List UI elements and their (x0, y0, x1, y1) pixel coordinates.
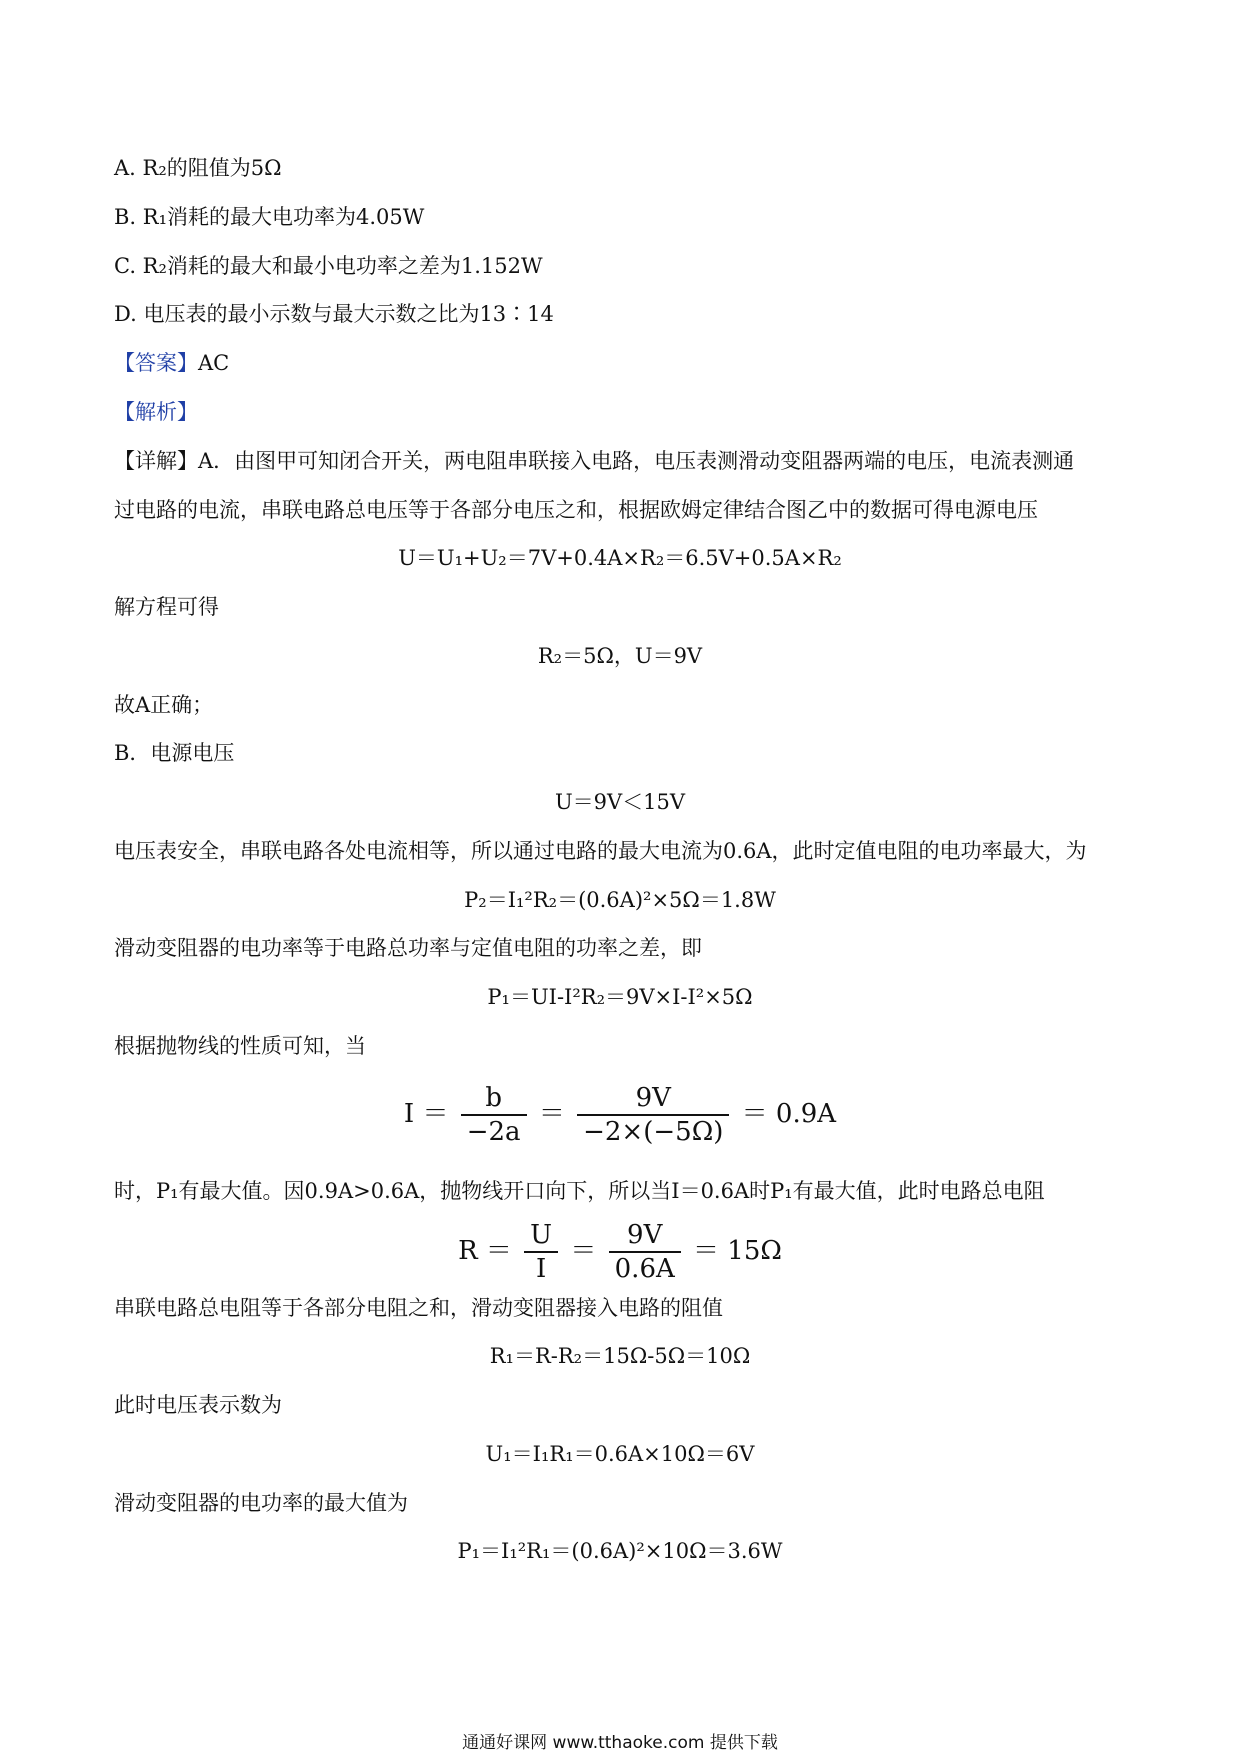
eq7-fraction-2 (609, 1222, 681, 1282)
eq7-denominator-2: 0.6A (614, 1254, 675, 1284)
eq7-mid: ＝ (570, 1236, 597, 1266)
equation-4: P₂＝I₁²R₂＝(0.6A)²×5Ω＝1.8W (464, 888, 776, 912)
detail-line-9: 时，P₁有最大值。因0.9A>0.6A，抛物线开口向下，所以当I＝0.6A时P₁有最大值，此时电路总电阻 (114, 1179, 1045, 1203)
option-d: D. 电压表的最小示数与最大示数之比为13∶14 (114, 302, 554, 326)
detail-line-4: 故A正确； (114, 693, 214, 717)
eq6-denominator-1: −2a (466, 1117, 521, 1147)
option-a: A. R₂的阻值为5Ω (114, 156, 282, 180)
equation-7 (0, 1222, 1240, 1282)
detail-line-2: 过电路的电流，串联电路总电压等于各部分电压之和，根据欧姆定律结合图乙中的数据可得电源电压 (114, 498, 1038, 522)
equation-5: P₁＝UI-I²R₂＝9V×I-I²×5Ω (487, 985, 753, 1009)
detail-line-12: 滑动变阻器的电功率的最大值为 (114, 1491, 408, 1515)
equation-9: U₁＝I₁R₁＝0.6A×10Ω＝6V (485, 1442, 755, 1466)
detail-line-5: B．电源电压 (114, 741, 235, 765)
equation-3: U＝9V＜15V (554, 790, 686, 814)
eq7-denominator-1: I (535, 1254, 547, 1284)
eq6-mid: ＝ (538, 1099, 565, 1129)
eq6-rhs: ＝ 0.9A (741, 1099, 837, 1129)
detail-line-1 (114, 451, 1074, 472)
eq6-fraction-1 (461, 1085, 527, 1145)
eq7-rhs: ＝ 15Ω (693, 1236, 782, 1266)
answer-text: AC (198, 351, 230, 375)
detail-line-11: 此时电压表示数为 (114, 1393, 282, 1417)
eq6-numerator-1: b (461, 1085, 527, 1116)
option-c: C. R₂消耗的最大和最小电功率之差为1.152W (114, 254, 543, 278)
detail-line-10: 串联电路总电阻等于各部分电阻之和，滑动变阻器接入电路的阻值 (114, 1296, 723, 1320)
answer-tag: 【答案】 (114, 351, 198, 375)
detail-tag: 【详解】 (114, 449, 198, 473)
detail-line-6: 电压表安全，串联电路各处电流相等，所以通过电路的最大电流为0.6A，此时定值电阻的电功率最大，为 (114, 839, 1087, 863)
detail-line-8: 根据抛物线的性质可知，当 (114, 1034, 366, 1058)
equation-2: R₂＝5Ω，U＝9V (537, 644, 703, 668)
detail-line-7: 滑动变阻器的电功率等于电路总功率与定值电阻的功率之差，即 (114, 936, 702, 960)
equation-8: R₁＝R-R₂＝15Ω-5Ω＝10Ω (489, 1344, 751, 1368)
eq6-fraction-2 (577, 1085, 729, 1145)
detail-line-3: 解方程可得 (114, 595, 219, 619)
eq7-numerator-2: 9V (609, 1222, 681, 1253)
eq6-numerator-2: 9V (577, 1085, 729, 1116)
equation-1: U＝U₁+U₂＝7V+0.4A×R₂＝6.5V+0.5A×R₂ (398, 546, 842, 570)
eq6-lhs: I ＝ (403, 1099, 449, 1129)
detail-text-1: A．由图甲可知闭合开关，两电阻串联接入电路，电压表测滑动变阻器两端的电压，电流表测通 (198, 449, 1075, 473)
eq7-numerator-1: U (524, 1222, 558, 1253)
equation-10: P₁＝I₁²R₁＝(0.6A)²×10Ω＝3.6W (457, 1539, 783, 1563)
option-b: B. R₁消耗的最大电功率为4.05W (114, 205, 425, 229)
equation-6 (0, 1085, 1240, 1145)
eq7-lhs: R ＝ (458, 1236, 512, 1266)
eq6-denominator-2: −2×(−5Ω) (583, 1117, 724, 1147)
eq7-fraction-1 (524, 1222, 558, 1282)
page-footer: 通通好课网 www.tthaoke.com 提供下载 (462, 1733, 778, 1753)
analysis-tag: 【解析】 (114, 400, 198, 424)
answer-line (114, 353, 229, 374)
